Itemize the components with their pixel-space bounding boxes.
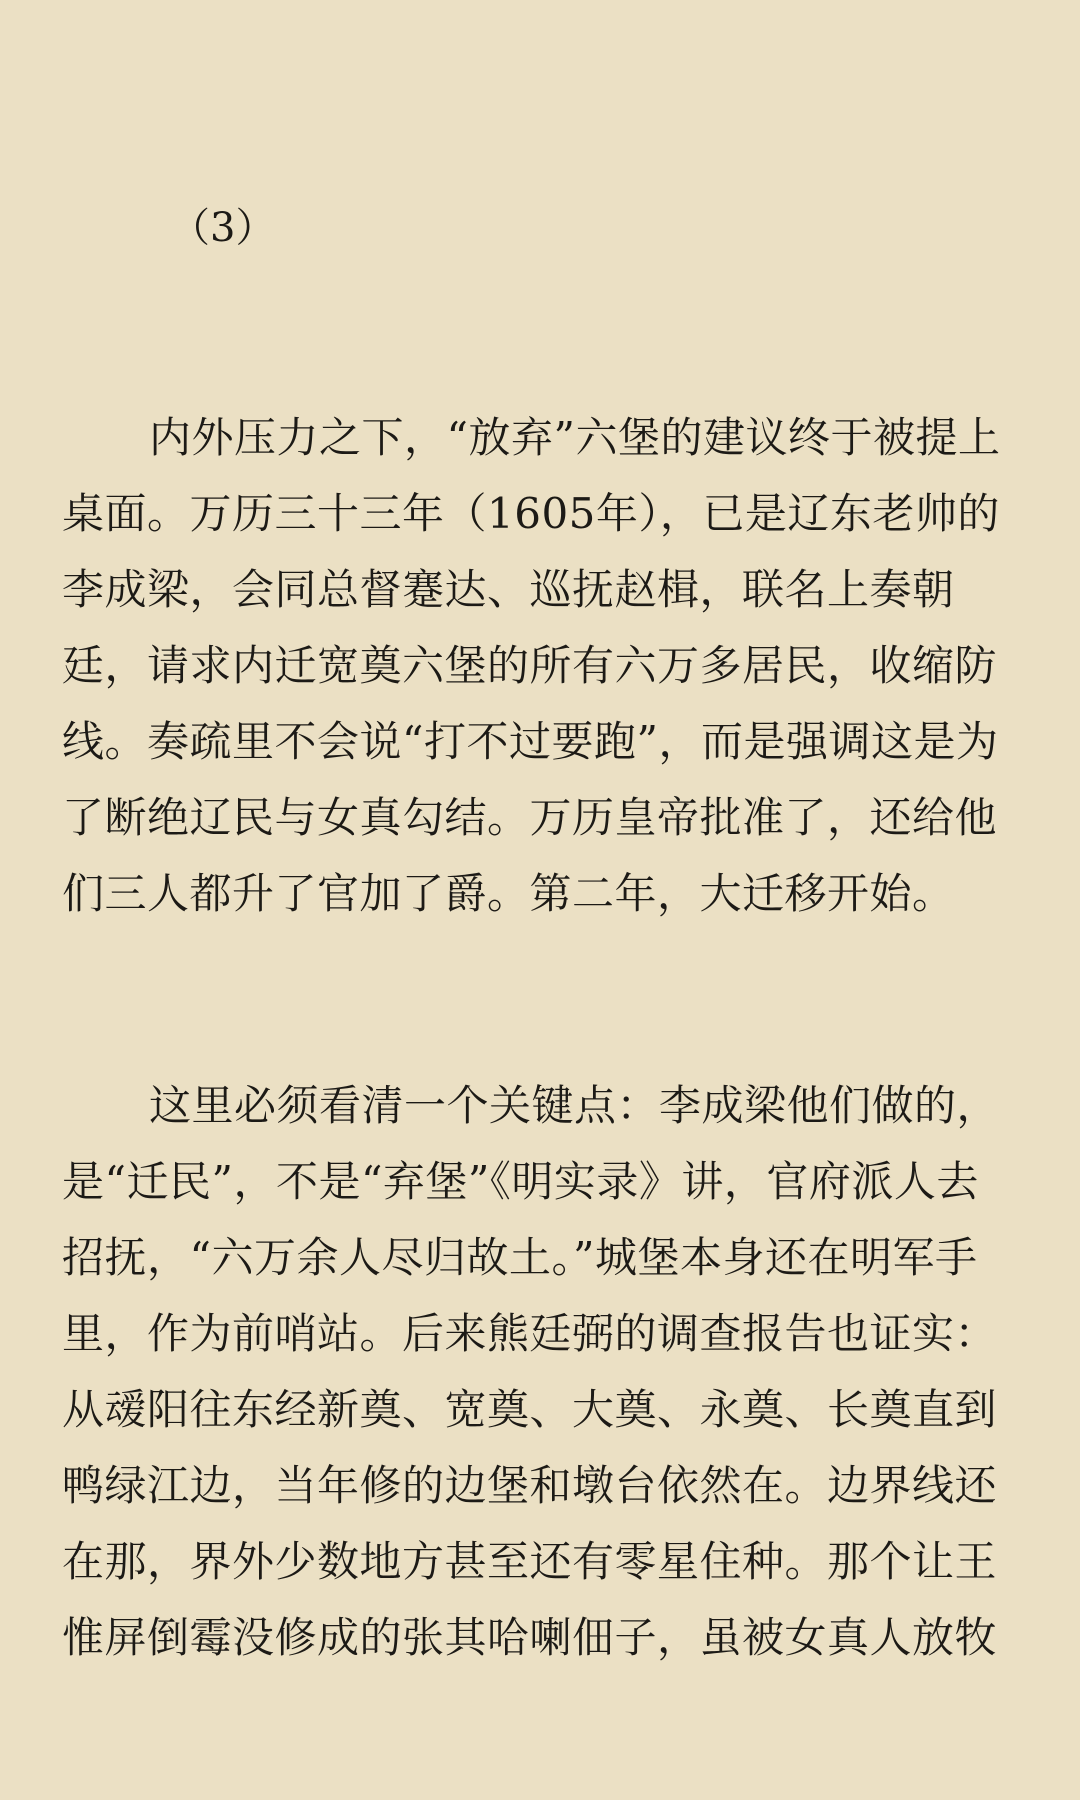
paragraph-line: 鸭绿江边，当年修的边堡和墩台依然在。边界线还 (62, 1461, 998, 1510)
paragraph-1 (62, 400, 1022, 932)
paragraph-line: 线。奏疏里不会说“打不过要跑”，而是强调这是为 (62, 717, 999, 766)
paragraph-line: 廷，请求内迁宽奠六堡的所有六万多居民，收缩防 (62, 641, 998, 690)
paragraph-line: 这里必须看清一个关键点：李成梁他们做的， (149, 1081, 1000, 1130)
paragraph-line: 惟屏倒霉没修成的张其哈喇佃子，虽被女真人放牧 (62, 1613, 998, 1662)
paragraph-line: 是“迁民”，不是“弃堡”《明实录》讲，官府派人去 (62, 1157, 979, 1206)
paragraph-line: 内外压力之下，“放弃”六堡的建议终于被提上 (149, 413, 1001, 462)
paragraph-line: 从叆阳往东经新奠、宽奠、大奠、永奠、长奠直到 (62, 1385, 998, 1434)
paragraph-2 (62, 1068, 1022, 1676)
section-number: （3） (170, 205, 276, 251)
paragraph-line: 招抚，“六万余人尽归故土。”城堡本身还在明军手 (62, 1233, 978, 1282)
paragraph-line: 们三人都升了官加了爵。第二年，大迁移开始。 (62, 869, 955, 918)
paragraph-line: 在那，界外少数地方甚至还有零星住种。那个让王 (62, 1537, 998, 1586)
paragraph-line: 桌面。万历三十三年（1605年），已是辽东老帅的 (62, 489, 1000, 538)
paragraph-line: 了断绝辽民与女真勾结。万历皇帝批准了，还给他 (62, 793, 998, 842)
paragraph-line: 里，作为前哨站。后来熊廷弼的调查报告也证实： (62, 1309, 998, 1358)
paragraph-line: 李成梁，会同总督蹇达、巡抚赵楫，联名上奏朝 (62, 565, 955, 614)
